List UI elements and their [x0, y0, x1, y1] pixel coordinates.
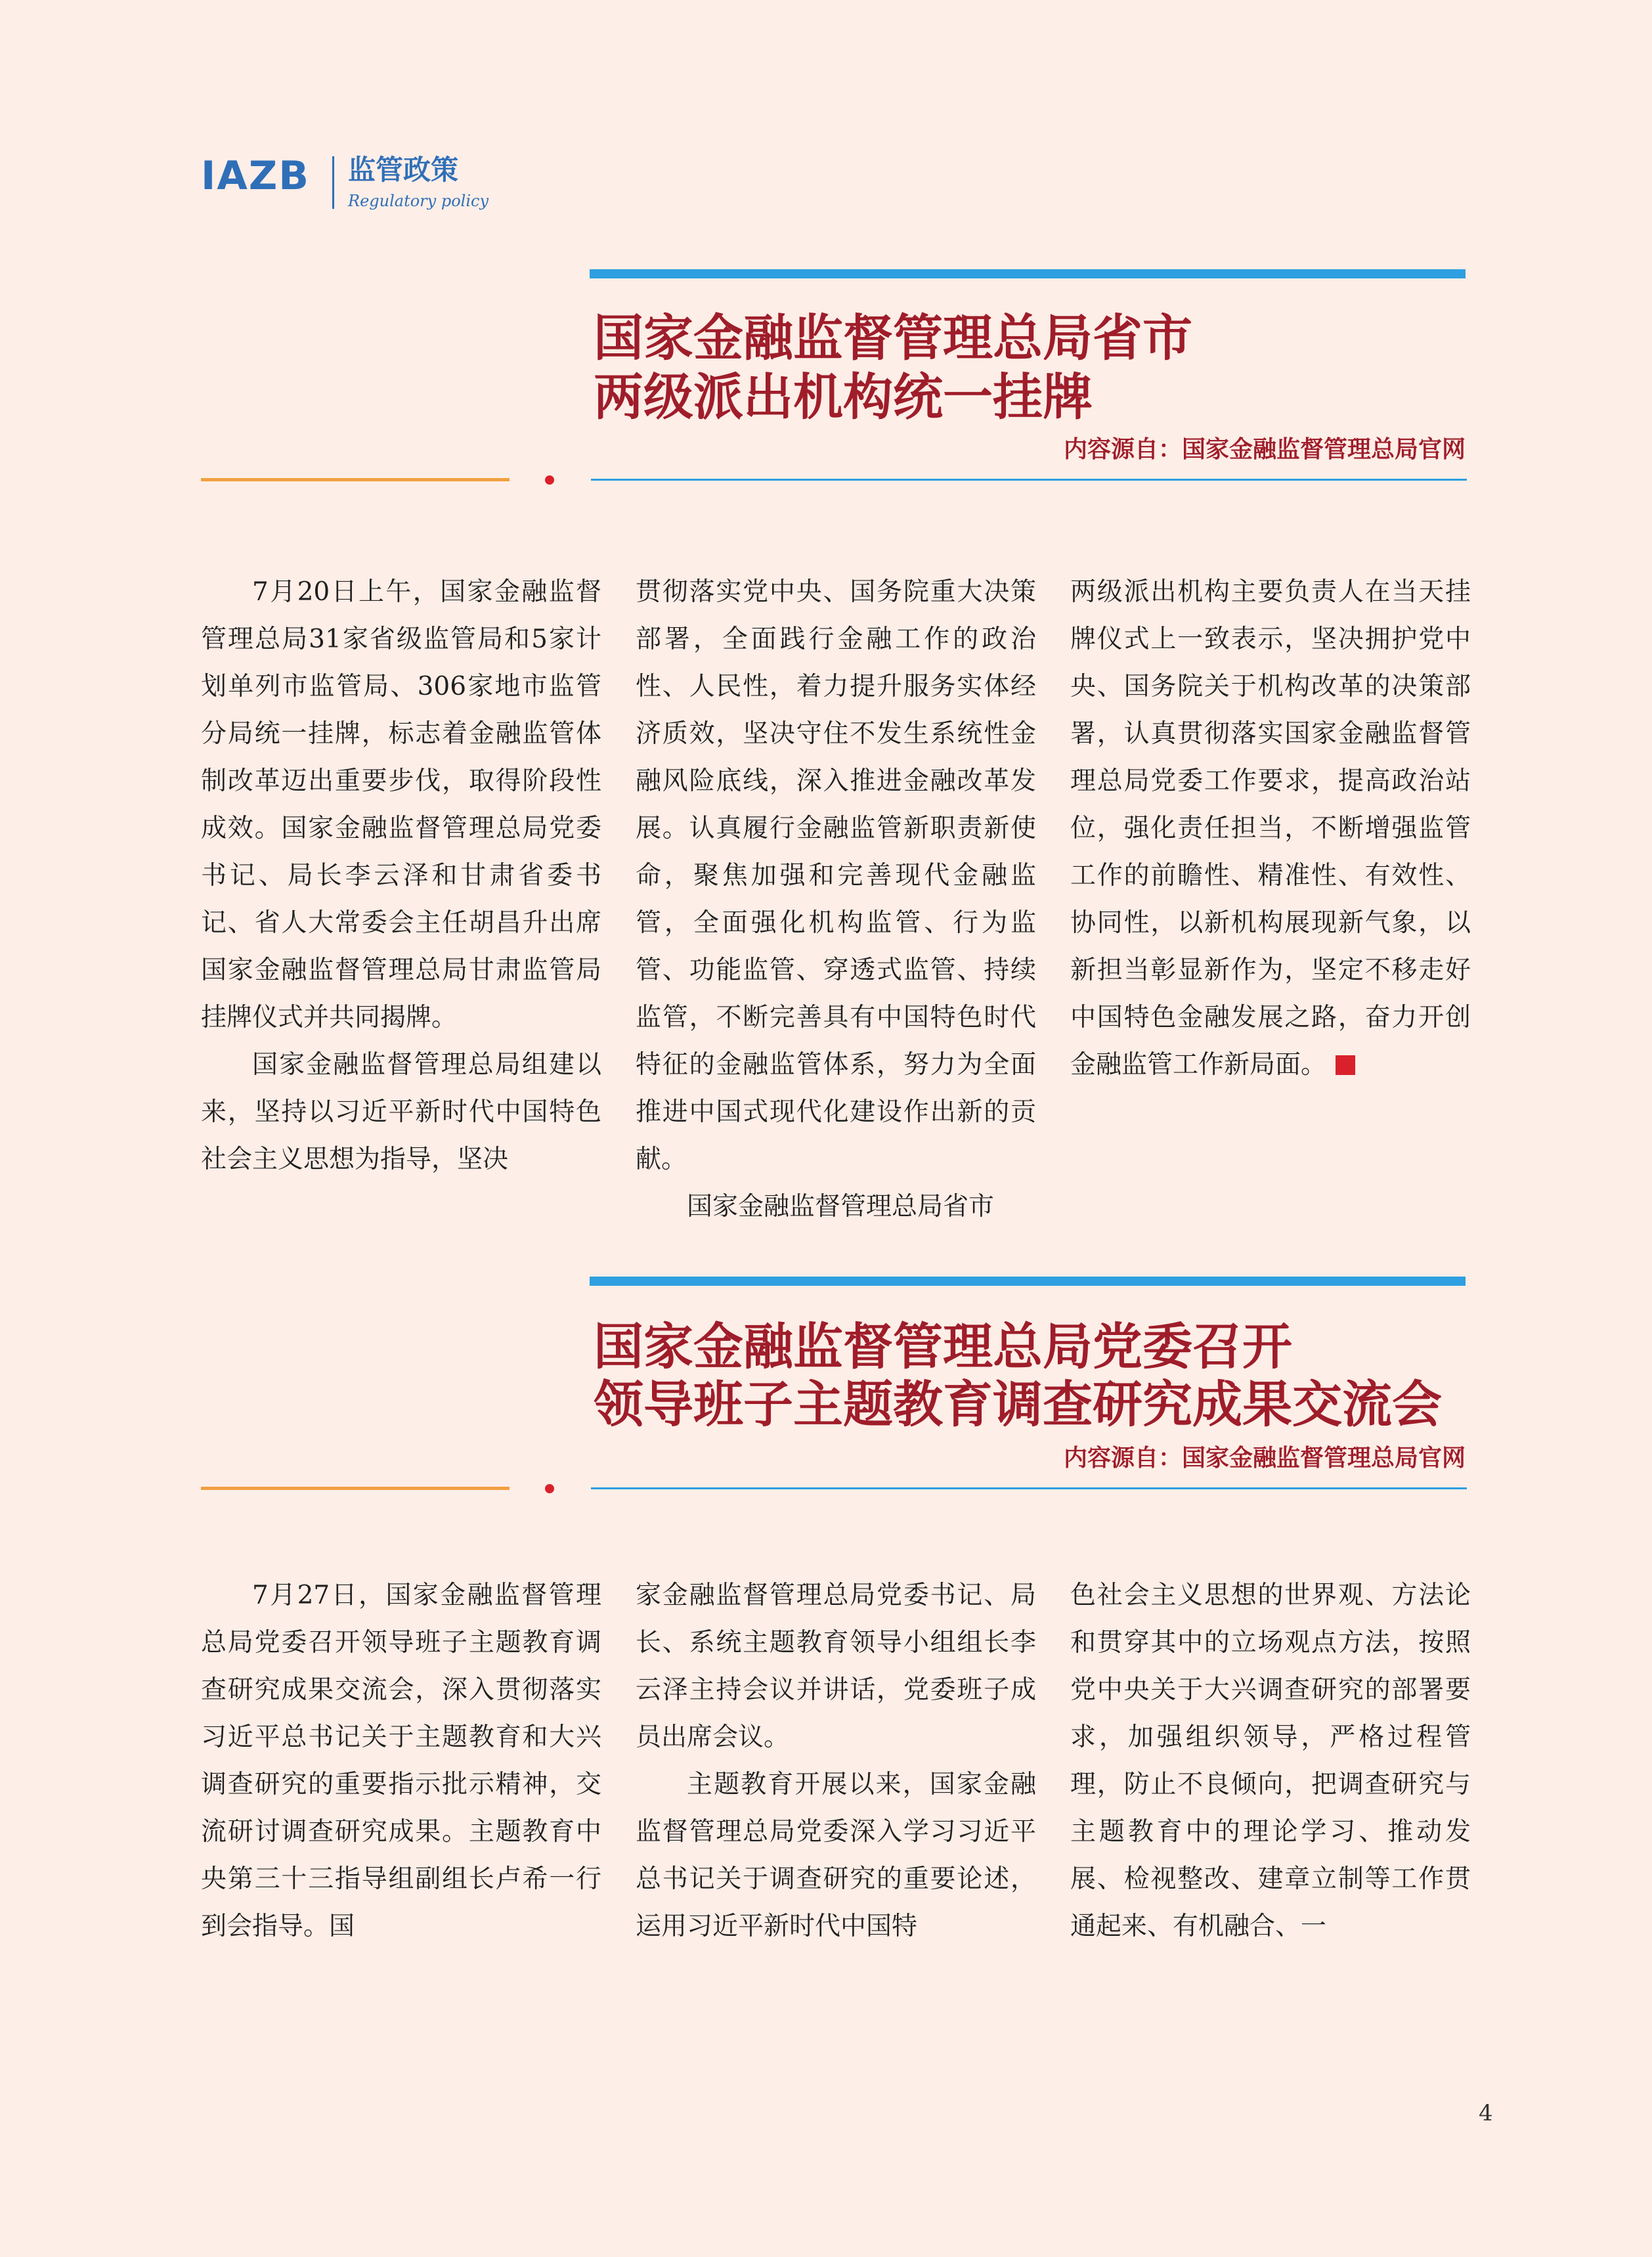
article2-source: 内容源自：国家金融监督管理总局官网 [1063, 1444, 1466, 1472]
article2-rule-right [591, 1487, 1467, 1489]
article2-column-3 [1070, 1572, 1471, 1950]
article1-rule-right [591, 479, 1467, 481]
article1-column-1 [201, 569, 601, 1183]
article1-column-3 [1070, 569, 1471, 1089]
article1-top-bar [590, 269, 1466, 278]
article2-title-line-2: 领导班子主题教育调查研究成果交流会 [594, 1375, 1442, 1434]
article2-red-dot [545, 1484, 554, 1493]
paragraph: 国家金融监督管理总局省市 [687, 1192, 995, 1221]
paragraph: 家金融监督管理总局党委书记、局长、系统主题教育领导小组组长李云泽主持会议并讲话，党委班子成员出席会议。 [636, 1581, 1036, 1752]
article1-title-line-1: 国家金融监督管理总局省市 [594, 309, 1192, 367]
article2-title-line-1: 国家金融监督管理总局党委召开 [594, 1317, 1292, 1376]
paragraph: 主题教育开展以来，国家金融监督管理总局党委深入学习习近平总书记关于调查研究的重要论述，运用习近平新时代中国特 [636, 1770, 1036, 1941]
magazine-logo: IAZB [201, 153, 310, 199]
article2-column-2 [636, 1572, 1036, 1950]
article2-top-bar [590, 1277, 1466, 1286]
paragraph-text: 两级派出机构主要负责人在当天挂牌仪式上一致表示，坚决拥护党中央、国务院关于机构改革的决策部署，认真贯彻落实国家金融监督管理总局党委工作要求，提高政治站位，强化责任担当，不断增强监管工作的前瞻性、精准性、有效性、协同性，以新机构展现新气象，以新担当彰显新作为，坚定不移走好中国特色金融发展之路，奋力开创金融监管工作新局面。 [1070, 577, 1471, 1080]
article1-source: 内容源自：国家金融监督管理总局官网 [1063, 435, 1466, 463]
article1-red-dot [545, 475, 554, 485]
paragraph: 7月20日上午，国家金融监督管理总局31家省级监管局和5家计划单列市监管局、306家地市监管分局统一挂牌，标志着金融监管体制改革迈出重要步伐，取得阶段性成效。国家金融监督管理总局党委书记、局长李云泽和甘肃省委书记、省人大常委会主任胡昌升出席国家金融监督管理总局甘肃监管局挂牌仪式并共同揭牌。 [201, 577, 601, 1032]
paragraph [1070, 569, 1471, 1089]
page-number: 4 [1479, 2100, 1493, 2126]
article1-title-line-2: 两级派出机构统一挂牌 [594, 368, 1093, 426]
end-of-article-mark [1336, 1055, 1355, 1075]
paragraph: 贯彻落实党中央、国务院重大决策部署，全面践行金融工作的政治性、人民性，着力提升服务实体经济质效，坚决守住不发生系统性金融风险底线，深入推进金融改革发展。认真履行金融监管新职责新使命，聚焦加强和完善现代金融监管，全面强化机构监管、行为监管、功能监管、穿透式监管、持续监管，不断完善具有中国特色时代特征的金融监管体系，努力为全面推进中国式现代化建设作出新的贡献。 [636, 577, 1036, 1174]
paragraph: 7月27日，国家金融监督管理总局党委召开领导班子主题教育调查研究成果交流会，深入贯彻落实习近平总书记关于主题教育和大兴调查研究的重要指示批示精神，交流研讨调查研究成果。主题教育中央第三十三指导组副组长卢希一行到会指导。国 [201, 1581, 601, 1941]
section-title-en: Regulatory policy [348, 192, 489, 210]
article1-rule-left [201, 478, 510, 481]
header-divider [332, 156, 334, 209]
article2-column-1 [201, 1572, 601, 1950]
paragraph: 国家金融监督管理总局组建以来，坚持以习近平新时代中国特色社会主义思想为指导，坚决 [201, 1050, 601, 1174]
article2-rule-left [201, 1487, 510, 1490]
article1-column-2 [636, 569, 1036, 1231]
paragraph: 色社会主义思想的世界观、方法论和贯穿其中的立场观点方法，按照党中央关于大兴调查研究的部署要求，加强组织领导，严格过程管理，防止不良倾向，把调查研究与主题教育中的理论学习、推动发展、检视整改、建章立制等工作贯通起来、有机融合、一 [1070, 1581, 1471, 1941]
section-title-cn: 监管政策 [348, 154, 459, 186]
